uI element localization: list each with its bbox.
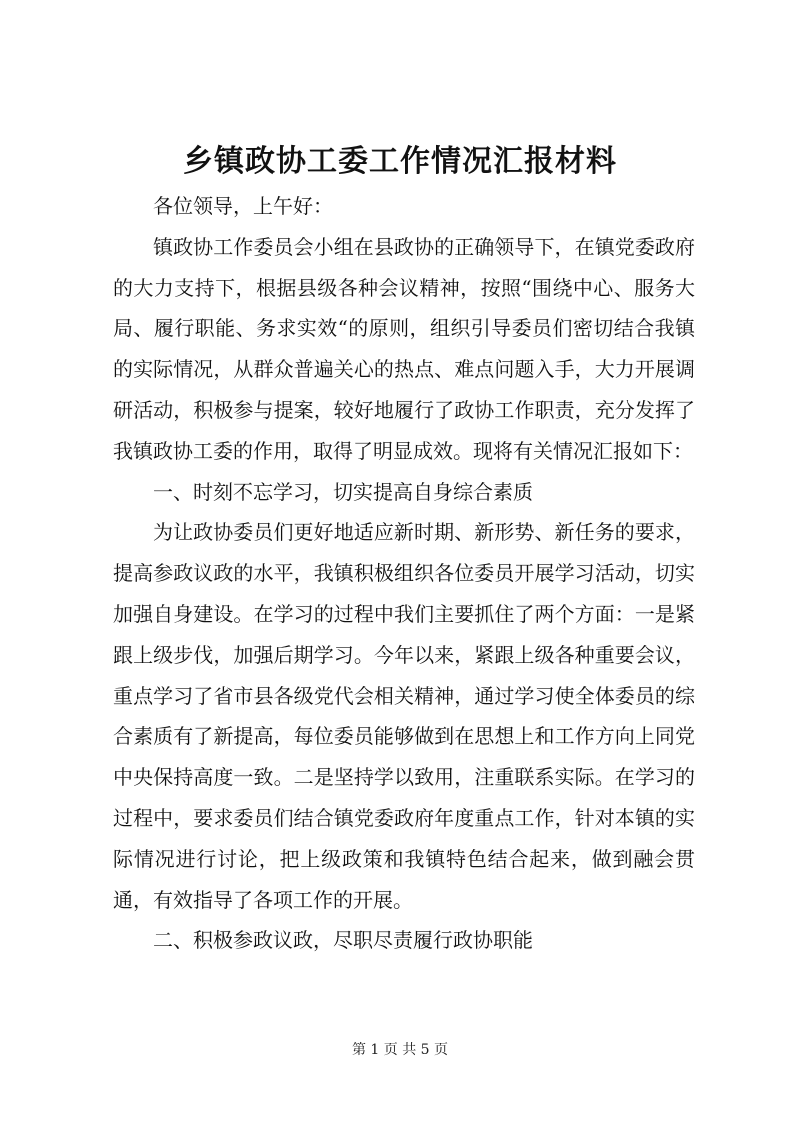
- intro-paragraph: 镇政协工作委员会小组在县政协的正确领导下，在镇党委政府的大力支持下，根据县级各种会议精神，按照“围绕中心、服务大局、履行职能、务求实效“的原则，组织引导委员们密切结合我镇的实际情况，从群众普遍关心的热点、难点问题入手，大力开展调研活动，积极参与提案，较好地履行了政协工作职责，充分发挥了我镇政协工委的作用，取得了明显成效。现将有关情况汇报如下：: [113, 234, 695, 463]
- section-heading-2: 二、积极参政议政，尽职尽责履行政协职能: [153, 928, 533, 953]
- page-footer: 第 1 页 共 5 页: [351, 1042, 449, 1058]
- section-heading-1: 一、时刻不忘学习，切实提高自身综合素质: [153, 479, 533, 504]
- study-paragraph: 为让政协委员们更好地适应新时期、新形势、新任务的要求，提高参政议政的水平，我镇积极组织各位委员开展学习活动，切实加强自身建设。在学习的过程中我们主要抓住了两个方面：一是紧跟上级步伐，加强后期学习。今年以来，紧跟上级各种重要会议，重点学习了省市县各级党代会相关精神，通过学习使全体委员的综合素质有了新提高，每位委员能够做到在思想上和工作方向上同党中央保持高度一致。二是坚持学以致用，注重联系实际。在学习的过程中，要求委员们结合镇党委政府年度重点工作，针对本镇的实际情况进行讨论，把上级政策和我镇特色结合起来，做到融会贯通，有效指导了各项工作的开展。: [113, 520, 695, 912]
- document-title: 乡镇政协工委工作情况汇报材料: [183, 144, 617, 179]
- document-body: [113, 186, 695, 961]
- greeting-paragraph: 各位领导，上午好：: [153, 194, 333, 218]
